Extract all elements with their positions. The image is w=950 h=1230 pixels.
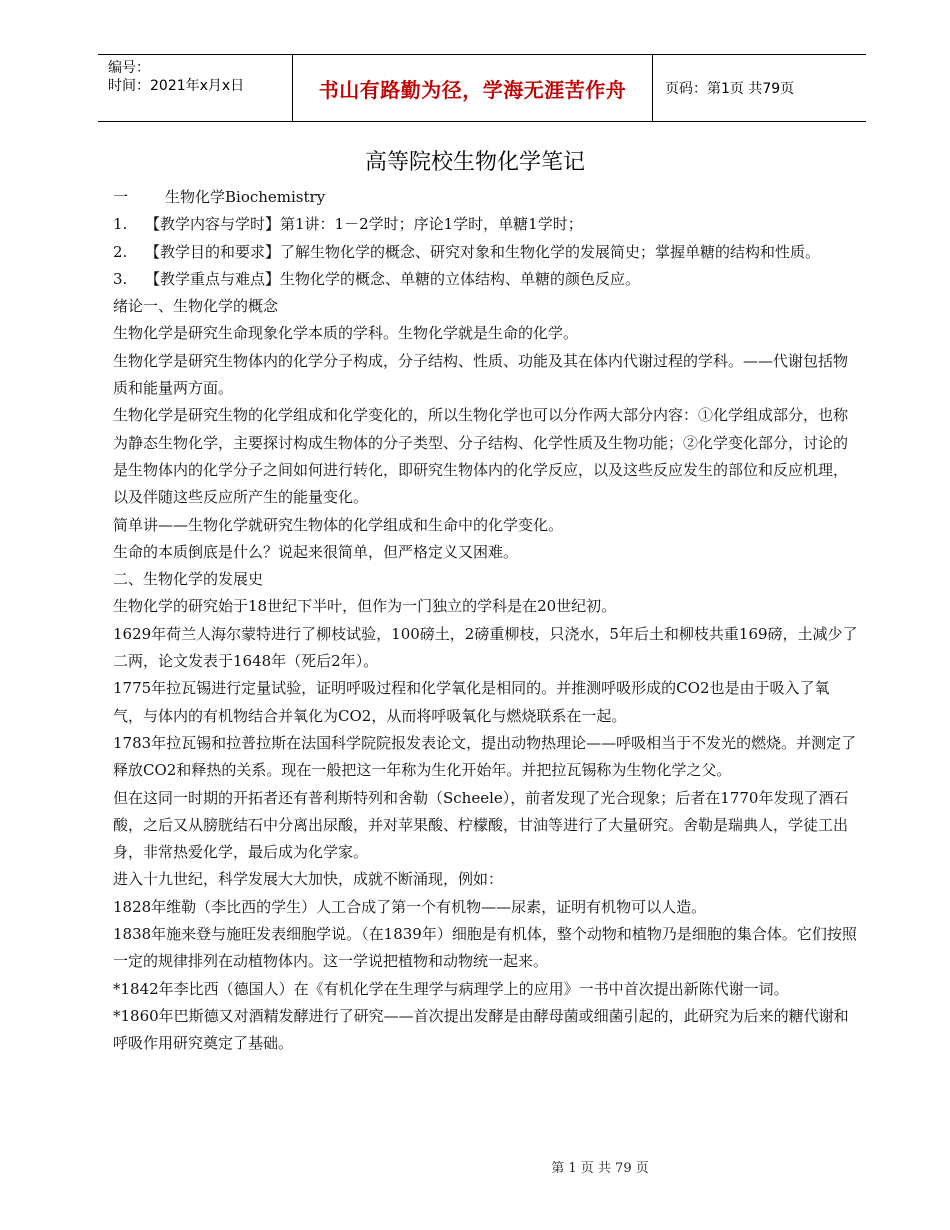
- paragraph: 进入十九世纪，科学发展大大加快，成就不断涌现，例如：: [113, 870, 504, 889]
- paragraph: 生命的本质倒底是什么？说起来很简单，但严格定义又困难。: [113, 542, 519, 561]
- paragraph: 1629年荷兰人海尔蒙特进行了柳枝试验，100磅土，2磅重柳枝，只浇水，5年后土和柳枝共重169磅，土减少了二两，论文发表于1648年（死后2年）。: [113, 624, 858, 671]
- subheading-history: 二、生物化学的发展史: [113, 570, 264, 589]
- header-id-label: 编号：: [108, 60, 150, 76]
- paragraph: 但在这同一时期的开拓者还有普利斯特列和舍勒（Scheele），前者发现了光合现象；后者在1770年发现了酒石酸，之后又从膀胱结石中分离出尿酸，并对苹果酸、柠檬酸，甘油等进行了大量研究。舍勒是瑞典人，学徒工出身，非常热爱化学，最后成为化学家。: [113, 788, 849, 862]
- page-footer: 第 1 页 共 79 页: [551, 1161, 649, 1176]
- list-item-text: 【教学目的和要求】了解生物化学的概念、研究对象和生物化学的发展简史；掌握单糖的结构和性质。: [145, 242, 821, 261]
- subheading-concept: 绪论一、生物化学的概念: [113, 297, 279, 316]
- list-item: [113, 211, 858, 238]
- paragraph: *1860年巴斯德又对酒精发酵进行了研究——首次提出发酵是由酵母菌或细菌引起的，此研究为后来的糖代谢和呼吸作用研究奠定了基础。: [113, 1006, 849, 1053]
- paragraph: 1828年维勒（李比西的学生）人工合成了第一个有机物——尿素，证明有机物可以人造。: [113, 897, 707, 916]
- document-title: 高等院校生物化学笔记: [364, 150, 585, 175]
- header-time: 时间：2021年x月x日: [108, 78, 245, 94]
- list-item-number: 2.: [113, 242, 128, 261]
- header-motto: 书山有路勤为径，学海无涯苦作舟: [293, 55, 653, 121]
- paragraph: 生物化学是研究生命现象化学本质的学科。生物化学就是生命的化学。: [113, 324, 579, 343]
- document-header: [98, 54, 866, 122]
- paragraph: 1783年拉瓦锡和拉普拉斯在法国科学院院报发表论文，提出动物热理论——呼吸相当于不发光的燃烧。并测定了释放CO2和释热的关系。现在一般把这一年称为生化开始年。并把拉瓦锡称为生物化学之父。: [113, 733, 857, 780]
- section-title: 生物化学Biochemistry: [165, 188, 326, 206]
- header-meta: [98, 55, 293, 121]
- list-item-text: 【教学内容与学时】第1讲：1－2学时；序论1学时，单糖1学时；: [145, 215, 583, 234]
- section-number: 一: [113, 188, 129, 206]
- paragraph: 生物化学是研究生物体内的化学分子构成，分子结构、性质、功能及其在体内代谢过程的学科。——代谢包括物质和能量两方面。: [113, 351, 849, 398]
- list-item-text: 【教学重点与难点】生物化学的概念、单糖的立体结构、单糖的颜色反应。: [145, 269, 641, 288]
- document-body: [113, 184, 858, 1058]
- section-one-heading: [113, 184, 858, 211]
- list-item: [113, 239, 858, 266]
- paragraph: 1775年拉瓦锡进行定量试验，证明呼吸过程和化学氧化是相同的。并推测呼吸形成的CO2也是由于吸入了氧气，与体内的有机物结合并氧化为CO2，从而将呼吸氧化与燃烧联系在一起。: [113, 679, 830, 725]
- list-item-number: 3.: [113, 269, 128, 288]
- paragraph: 简单讲——生物化学就研究生物体的化学组成和生命中的化学变化。: [113, 515, 564, 534]
- paragraph: 生物化学是研究生物的化学组成和化学变化的，所以生物化学也可以分作两大部分内容：①化学组成部分，也称为静态生物化学，主要探讨构成生物体的分子类型、分子结构、化学性质及生物功能；②化学变化部分，讨论的是生物体内的化学分子之间如何进行转化，即研究生物体内的化学反应，以及这些反应发生的部位和反应机理，以及伴随这些反应所产生的能量变化。: [113, 406, 849, 507]
- list-item: [113, 266, 858, 293]
- header-page-info: 页码：第1页 共79页: [665, 81, 795, 97]
- list-item-number: 1.: [113, 215, 128, 234]
- paragraph: *1842年李比西（德国人）在《有机化学在生理学与病理学上的应用》一书中首次提出新陈代谢一词。: [113, 979, 789, 998]
- paragraph: 生物化学的研究始于18世纪下半叶，但作为一门独立的学科是在20世纪初。: [113, 597, 617, 616]
- paragraph: 1838年施来登与施旺发表细胞学说。（在1839年）细胞是有机体，整个动物和植物乃是细胞的集合体。它们按照一定的规律排列在动植物体内。这一学说把植物和动物统一起来。: [113, 925, 857, 971]
